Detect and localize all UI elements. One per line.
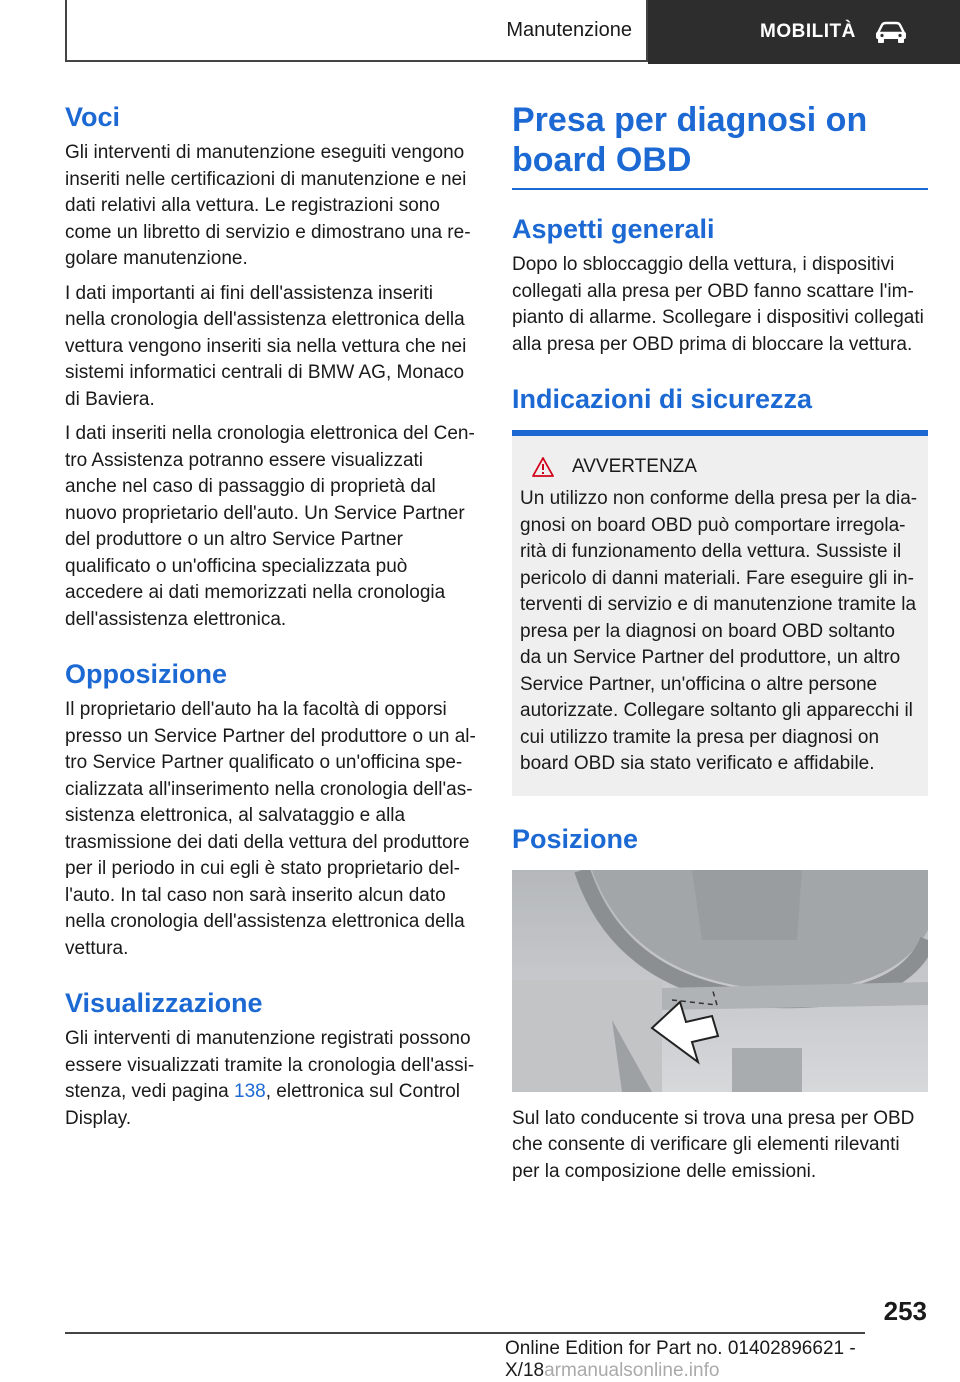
obd-location-image — [512, 870, 928, 1092]
warning-header — [520, 456, 920, 478]
right-column — [512, 100, 928, 1193]
footer — [505, 1338, 960, 1382]
paragraph: Gli interventi di manutenzione registrati possono essere visualizzati tramite la cronologia dell'assistenza, vedi pagina 138, elettronica sul Control Display. — [65, 1028, 475, 1129]
heading-indicazioni-sicurezza: Indicazioni di sicurezza — [512, 384, 813, 414]
footer-brand: armanualsonline.info — [544, 1360, 720, 1381]
footer-edition: Online Edition for Part no. 01402896621 - X/18 — [505, 1338, 856, 1381]
heading-aspetti-generali: Aspetti generali — [512, 214, 715, 244]
paragraph: I dati importanti ai fini dell'assistenza inseriti nella cronologia dell'assistenza elettronica della vettura vengono inseriti sia nella vettura che nei sistemi informatici centrali di BMW AG, Monaco di Baviera. — [65, 282, 467, 410]
page-number: 253 — [883, 1296, 927, 1326]
warning-text: Un utilizzo non conforme della presa per la diagnosi on board OBD può comportare irregolarità di funzionamento della vettura. Sussiste il pericolo di danni materiali. Fare eseguire gli interventi di servizio e di manutenzione tramite la presa per la diagnosi on board OBD soltanto da un Service Partner del produttore, un altro Service Partner, un'officina o altre persone autorizzate. Collegare soltanto gli apparecchi il cui utilizzo tramite la presa per diagnosi on board OBD sia stato verificato e affidabile. — [520, 488, 918, 774]
paragraph: Il proprietario dell'auto ha la facoltà di opporsi presso un Service Partner del produttore o un altro Service Partner qualificato o un'officina specializzata all'inserimento nella cronologia dell'assistenza elettronica, al salvataggio e alla trasmissione dei dati della vettura del produttore per il periodo in cui egli è stato proprietario dell'auto. In tal caso non sarà inserito alcun dato nella cronologia dell'assistenza elettronica della vettura. — [65, 699, 476, 959]
section-title: Manutenzione — [65, 0, 648, 62]
warning-triangle-icon — [532, 457, 554, 477]
footer-rule — [65, 1332, 865, 1334]
heading-obd: Presa per diagnosi on board OBD — [512, 101, 868, 179]
chapter-title: MOBILITÀ — [760, 21, 856, 42]
image-caption: Sul lato conducente si trova una presa per OBD che consente di verificare gli elementi rilevanti per la composizione delle emissioni. — [512, 1107, 915, 1182]
paragraph: Gli interventi di manutenzione eseguiti vengono inseriti nelle certificazioni di manutenzione e nei dati relativi alla vettura. Le registrazioni sono come un libretto di servizio e dimostrano una regolare manutenzione. — [65, 142, 471, 269]
paragraph: I dati inseriti nella cronologia elettronica del Centro Assistenza potranno essere visualizzati anche nel caso di passaggio di proprietà dal nuovo proprietario dell'auto. Un Service Partner del produttore o un altro Service Partner qualificato o un'officina specializzata può accedere ai dati memorizzati nella cronologia dell'assistenza elettronica. — [65, 423, 475, 630]
page-link-138[interactable]: 138 — [234, 1081, 266, 1102]
left-column — [65, 100, 477, 1140]
car-icon — [874, 21, 908, 43]
chapter-tab — [648, 0, 960, 64]
page-header — [65, 0, 960, 64]
heading-visualizzazione: Visualizzazione — [65, 988, 263, 1018]
heading-posizione: Posizione — [512, 823, 639, 854]
warning-title: AVVERTENZA — [572, 456, 697, 477]
heading-rule — [512, 188, 928, 190]
heading-opposizione: Opposizione — [65, 659, 227, 689]
warning-box — [512, 436, 928, 796]
heading-voci: Voci — [65, 102, 121, 132]
paragraph: Dopo lo sbloccaggio della vettura, i dispositivi collegati alla presa per OBD fanno scattare l'impianto di allarme. Scollegare i dispositivi collegati alla presa per OBD prima di bloccare la vettura. — [512, 254, 924, 355]
